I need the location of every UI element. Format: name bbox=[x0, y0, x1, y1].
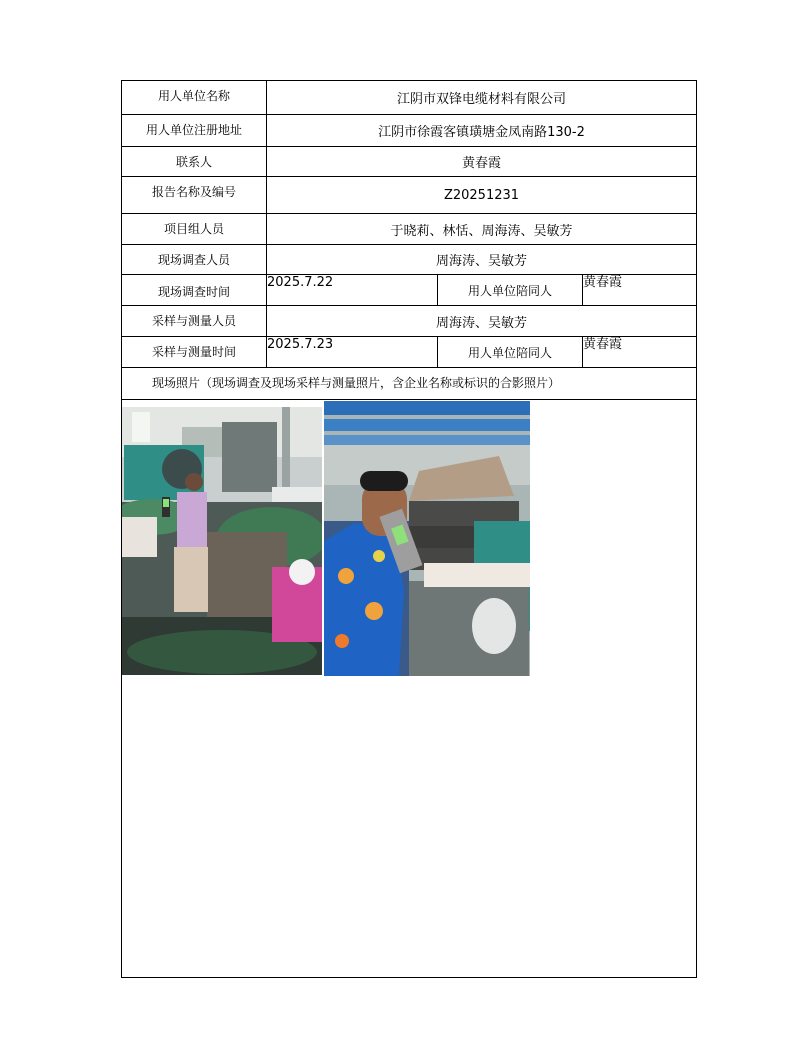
value-team: 于晓莉、林恬、周海涛、吴敏芳 bbox=[390, 223, 573, 239]
workers-photo-image bbox=[122, 407, 322, 675]
value-employer-name: 江阴市双锋电缆材料有限公司 bbox=[396, 92, 566, 107]
site-photo-measurement bbox=[324, 401, 530, 676]
label-contact: 联系人 bbox=[122, 147, 267, 176]
row-team bbox=[122, 214, 696, 245]
photos-caption: 现场照片（现场调查及现场采样与测量照片，含企业名称或标识的合影照片） bbox=[152, 376, 561, 390]
label-registered-address: 用人单位注册地址 bbox=[122, 115, 267, 146]
survey-escort-name: 黄春霞 bbox=[583, 275, 623, 290]
sampling-date: 2025.7.23 bbox=[267, 337, 334, 352]
label-sampling-staff: 采样与测量人员 bbox=[122, 306, 267, 336]
site-photo-workers bbox=[122, 407, 322, 675]
value-sampling-staff: 周海涛、吴敏芳 bbox=[435, 315, 527, 331]
label-sampling-escort: 用人单位陪同人 bbox=[438, 337, 583, 367]
value-registered-address: 江阴市徐霞客镇璜塘金凤南路130-2 bbox=[378, 125, 585, 140]
row-sampling-staff bbox=[122, 306, 696, 337]
label-report: 报告名称及编号 bbox=[122, 177, 267, 213]
row-survey-staff bbox=[122, 245, 696, 275]
measurement-photo-image bbox=[324, 401, 530, 676]
row-report bbox=[122, 177, 696, 214]
value-survey-staff: 周海涛、吴敏芳 bbox=[435, 254, 527, 269]
value-contact: 黄春霞 bbox=[461, 156, 501, 171]
value-report-number: Z20251231 bbox=[443, 187, 520, 203]
label-employer-name: 用人单位名称 bbox=[122, 81, 267, 114]
label-survey-escort: 用人单位陪同人 bbox=[438, 275, 583, 305]
row-sampling-time bbox=[122, 337, 696, 368]
row-employer-name bbox=[122, 81, 696, 115]
survey-date: 2025.7.22 bbox=[267, 275, 334, 290]
label-team: 项目组人员 bbox=[122, 214, 267, 244]
row-contact bbox=[122, 147, 696, 177]
value-sampling-time bbox=[267, 337, 438, 367]
row-registered-address bbox=[122, 115, 696, 147]
value-survey-escort bbox=[583, 275, 696, 305]
label-sampling-time: 采样与测量时间 bbox=[122, 337, 267, 367]
value-sampling-escort bbox=[583, 337, 696, 367]
sampling-escort-name: 黄春霞 bbox=[583, 337, 623, 352]
survey-record-table bbox=[121, 80, 697, 978]
value-survey-time bbox=[267, 275, 438, 305]
label-survey-staff: 现场调查人员 bbox=[122, 245, 267, 274]
label-survey-time: 现场调查时间 bbox=[122, 275, 267, 305]
row-photos-caption bbox=[122, 368, 696, 400]
row-survey-time bbox=[122, 275, 696, 306]
